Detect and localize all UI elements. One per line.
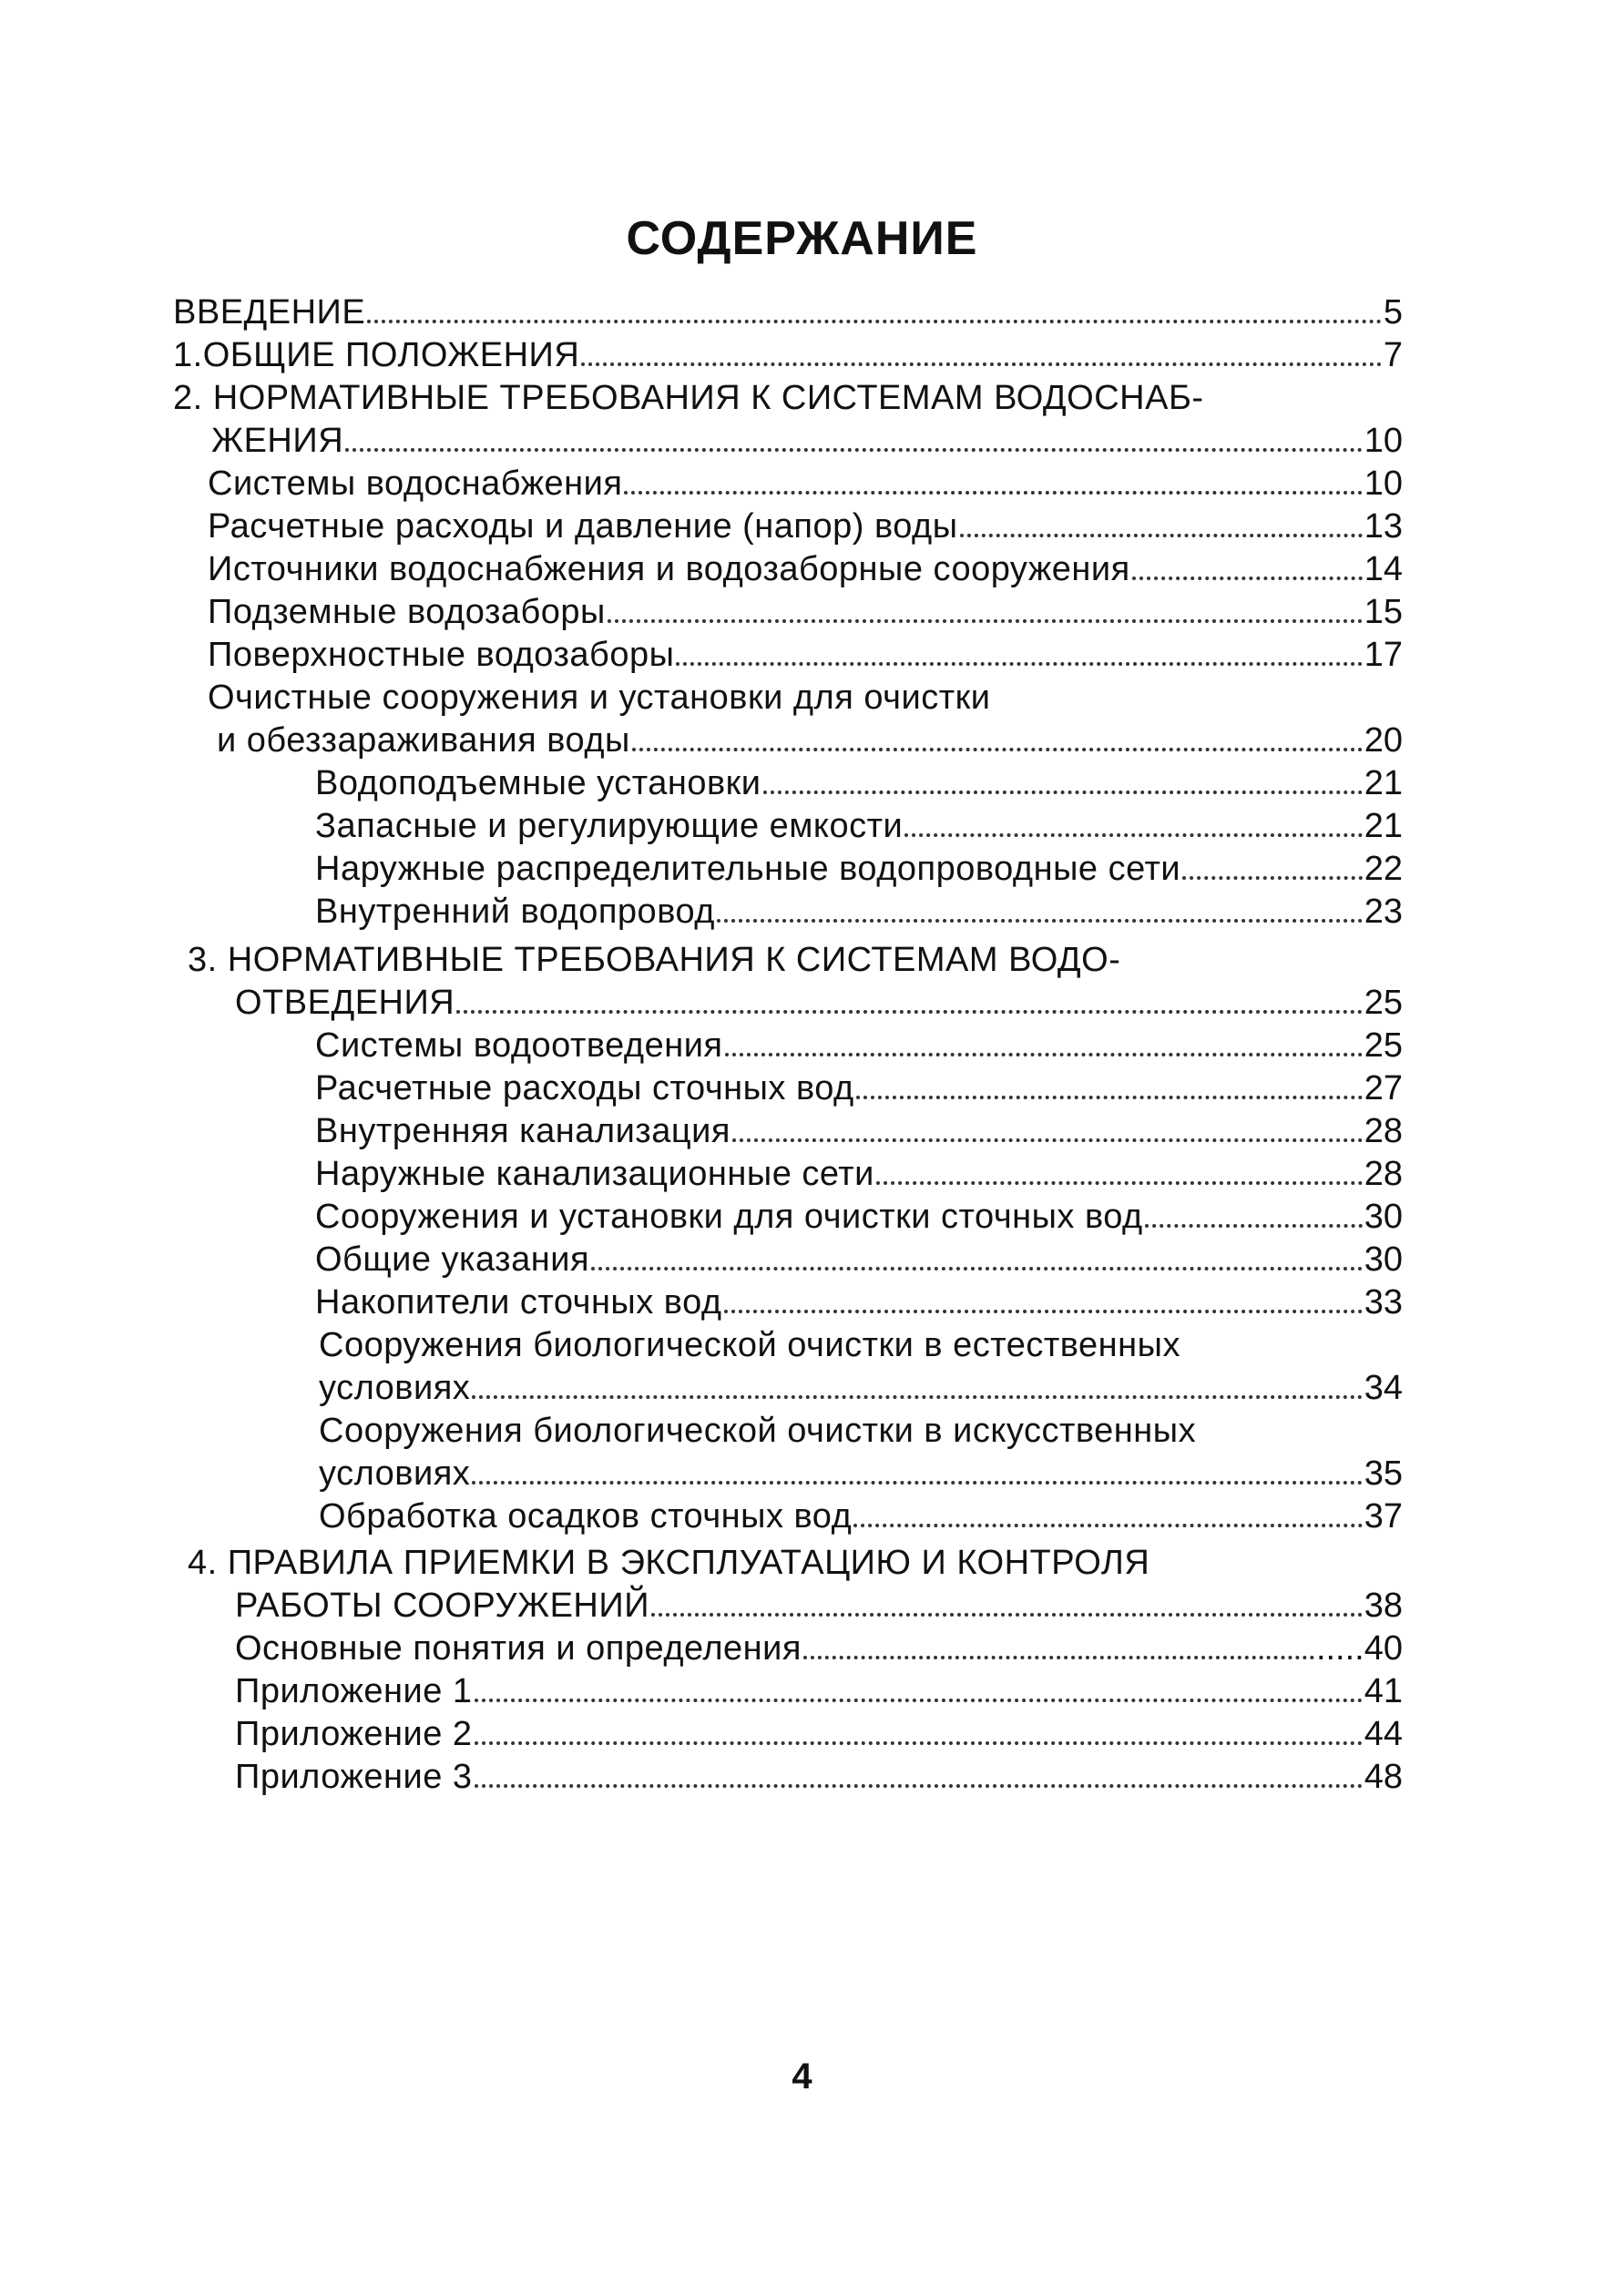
toc-entry-artificial-bio[interactable] xyxy=(319,1453,1403,1495)
dot-leader xyxy=(763,767,1363,794)
toc-entry-label: Накопители сточных вод xyxy=(315,1283,722,1321)
dot-leader xyxy=(717,895,1363,923)
dot-leader xyxy=(876,1158,1363,1185)
dot-leader xyxy=(724,1286,1363,1313)
toc-entry-label: условиях xyxy=(319,1369,471,1407)
dot-leader xyxy=(608,596,1363,623)
toc-entry-page: 38 xyxy=(1364,1587,1403,1625)
toc-entry-introduction[interactable] xyxy=(173,291,1403,333)
toc-entry-label: Очистные сооружения и установки для очистки xyxy=(208,679,991,717)
dot-leader xyxy=(960,510,1363,537)
toc-entry-sources[interactable] xyxy=(208,548,1403,590)
dot-leader xyxy=(472,1372,1362,1399)
toc-entry-label: Сооружения биологической очистки в искусственных xyxy=(319,1412,1197,1450)
toc-entry-label: условиях xyxy=(319,1454,471,1493)
toc-entry-artificial-bio-line-1[interactable] xyxy=(319,1410,1403,1452)
toc-entry-label: Приложение 3 xyxy=(235,1758,473,1796)
dot-leader xyxy=(803,1632,1314,1659)
toc-entry-page: 17 xyxy=(1364,636,1403,674)
dot-leader xyxy=(904,810,1362,837)
toc-entry-page: 10 xyxy=(1364,422,1403,460)
toc-entry-page: 34 xyxy=(1364,1369,1403,1407)
toc-entry-wastewater-treatment[interactable] xyxy=(315,1196,1403,1238)
toc-entry-label: Водоподъемные установки xyxy=(315,764,761,802)
toc-entry-label: Приложение 2 xyxy=(235,1715,473,1753)
dot-leader xyxy=(732,1115,1363,1142)
toc-entry-surface-intakes[interactable] xyxy=(208,634,1403,676)
dot-leader xyxy=(856,1072,1363,1099)
toc-entry-label: 1.ОБЩИЕ ПОЛОЖЕНИЯ xyxy=(173,336,580,374)
dot-leader xyxy=(676,638,1362,666)
toc-entry-page: 15 xyxy=(1364,593,1403,631)
toc-entry-page: 33 xyxy=(1364,1283,1403,1321)
toc-entry-label: Сооружения биологической очистки в естественных xyxy=(319,1326,1180,1364)
toc-entry-page: 28 xyxy=(1364,1112,1403,1150)
toc-entry-page: 20 xyxy=(1364,721,1403,760)
toc-entry-page: 5 xyxy=(1383,293,1403,332)
dot-leader xyxy=(725,1029,1363,1056)
toc-entry-drainage-systems[interactable] xyxy=(315,1025,1403,1066)
toc-entry-label: Расчетные расходы и давление (напор) воды xyxy=(208,507,958,546)
toc-entry-page: 14 xyxy=(1364,550,1403,588)
toc-entry-label: Наружные распределительные водопроводные сети xyxy=(315,850,1181,888)
toc-entry-label: Системы водоснабжения xyxy=(208,464,623,503)
toc-entry-distribution-networks[interactable] xyxy=(315,848,1403,890)
toc-entry-label: Основные понятия и определения xyxy=(235,1629,802,1668)
toc-entry-design-flows[interactable] xyxy=(208,505,1403,547)
toc-entry-label: ВВЕДЕНИЕ xyxy=(173,293,366,332)
toc-entry-page: .....40 xyxy=(1315,1629,1403,1668)
toc-entry-page: 30 xyxy=(1364,1198,1403,1236)
dot-leader xyxy=(1182,852,1363,880)
dot-leader xyxy=(1145,1200,1363,1228)
toc-entry-label: 4. ПРАВИЛА ПРИЕМКИ В ЭКСПЛУАТАЦИЮ И КОНТРОЛЯ xyxy=(188,1544,1150,1582)
toc-entry-page: 23 xyxy=(1364,893,1403,931)
toc-entry-internal-sewer[interactable] xyxy=(315,1110,1403,1152)
toc-entry-section-3-line-1[interactable] xyxy=(188,939,1403,981)
toc-entry-natural-bio-line-1[interactable] xyxy=(319,1324,1403,1366)
toc-entry-label: Внутренняя канализация xyxy=(315,1112,730,1150)
toc-entry-treatment[interactable] xyxy=(217,719,1403,761)
toc-entry-page: 21 xyxy=(1364,764,1403,802)
toc-title: СОДЕРЖАНИЕ xyxy=(626,212,978,265)
toc-entry-label: Системы водоотведения xyxy=(315,1026,723,1065)
toc-entry-reserve-tanks[interactable] xyxy=(315,805,1403,847)
dot-leader xyxy=(345,424,1363,452)
toc-entry-section-2[interactable] xyxy=(211,420,1403,462)
toc-entry-page: 48 xyxy=(1364,1758,1403,1796)
toc-entry-natural-bio[interactable] xyxy=(319,1367,1403,1409)
toc-entry-appendix-1[interactable] xyxy=(235,1670,1403,1712)
toc-entry-label: Источники водоснабжения и водозаборные сооружения xyxy=(208,550,1130,588)
dot-leader xyxy=(651,1589,1363,1617)
toc-entry-sludge-treatment[interactable] xyxy=(319,1495,1403,1537)
toc-entry-section-4-line-1[interactable] xyxy=(188,1542,1403,1584)
toc-entry-treatment-line-1[interactable] xyxy=(208,677,1403,719)
toc-entry-wastewater-flows[interactable] xyxy=(315,1067,1403,1109)
toc-entry-page: 27 xyxy=(1364,1069,1403,1107)
dot-leader xyxy=(581,339,1382,366)
toc-entry-label: Внутренний водопровод xyxy=(315,893,715,931)
page-number: 4 xyxy=(792,2056,812,2097)
dot-leader xyxy=(456,986,1362,1014)
dot-leader xyxy=(1132,553,1363,580)
toc-entry-label: 3. НОРМАТИВНЫЕ ТРЕБОВАНИЯ К СИСТЕМАМ ВОДО- xyxy=(188,941,1121,979)
toc-entry-internal-plumbing[interactable] xyxy=(315,891,1403,933)
dot-leader xyxy=(475,1675,1363,1702)
toc-entry-label: Приложение 1 xyxy=(235,1672,473,1710)
toc-entry-water-supply-systems[interactable] xyxy=(208,463,1403,505)
toc-entry-page: 22 xyxy=(1364,850,1403,888)
toc-entry-label: Наружные канализационные сети xyxy=(315,1155,874,1193)
toc-entry-external-sewer[interactable] xyxy=(315,1153,1403,1195)
toc-entry-label: ОТВЕДЕНИЯ xyxy=(235,984,455,1022)
dot-leader xyxy=(853,1500,1362,1527)
toc-entry-appendix-3[interactable] xyxy=(235,1756,1403,1798)
toc-entry-section-2-line-1[interactable] xyxy=(173,377,1403,419)
toc-entry-appendix-2[interactable] xyxy=(235,1713,1403,1755)
toc-entry-page: 35 xyxy=(1364,1454,1403,1493)
toc-entry-general[interactable] xyxy=(173,334,1403,376)
toc-entry-label: Запасные и регулирующие емкости xyxy=(315,807,904,845)
toc-entry-label: РАБОТЫ СООРУЖЕНИЙ xyxy=(235,1587,649,1625)
toc-entry-label: ЖЕНИЯ xyxy=(211,422,344,460)
toc-entry-page: 44 xyxy=(1364,1715,1403,1753)
toc-entry-storage-ponds[interactable] xyxy=(315,1281,1403,1323)
toc-entry-page: 7 xyxy=(1383,336,1403,374)
toc-entry-section-4[interactable] xyxy=(235,1585,1403,1627)
dot-leader xyxy=(367,296,1382,323)
toc-entry-general-guidance[interactable] xyxy=(315,1239,1403,1281)
toc-entry-page: 25 xyxy=(1364,984,1403,1022)
toc-entry-lifting-units[interactable] xyxy=(315,762,1403,804)
dot-leader xyxy=(475,1718,1363,1745)
toc-entry-label: Подземные водозаборы xyxy=(208,593,606,631)
toc-entry-page: 28 xyxy=(1364,1155,1403,1193)
toc-entry-page: 25 xyxy=(1364,1026,1403,1065)
toc-entry-page: 10 xyxy=(1364,464,1403,503)
toc-entry-label: Общие указания xyxy=(315,1240,590,1279)
toc-entry-page: 41 xyxy=(1364,1672,1403,1710)
dot-leader xyxy=(624,467,1362,495)
toc-entry-page: 13 xyxy=(1364,507,1403,546)
dot-leader xyxy=(591,1243,1363,1270)
toc-entry-label: Поверхностные водозаборы xyxy=(208,636,675,674)
toc-entry-page: 21 xyxy=(1364,807,1403,845)
dot-leader xyxy=(472,1457,1362,1485)
toc-entry-label: Расчетные расходы сточных вод xyxy=(315,1069,854,1107)
toc-entry-section-3[interactable] xyxy=(235,982,1403,1024)
dot-leader xyxy=(632,724,1363,751)
toc-entry-page: 30 xyxy=(1364,1240,1403,1279)
dot-leader xyxy=(475,1760,1363,1788)
toc-entry-label: Обработка осадков сточных вод xyxy=(319,1497,853,1536)
toc-entry-label: Сооружения и установки для очистки сточных вод xyxy=(315,1198,1143,1236)
toc-entry-page: 37 xyxy=(1364,1497,1403,1536)
toc-entry-label: и обеззараживания воды xyxy=(217,721,630,760)
toc-entry-label: 2. НОРМАТИВНЫЕ ТРЕБОВАНИЯ К СИСТЕМАМ ВОДОСНАБ- xyxy=(173,379,1204,417)
toc-entry-definitions[interactable] xyxy=(235,1628,1403,1669)
toc-entry-underground-intakes[interactable] xyxy=(208,591,1403,633)
